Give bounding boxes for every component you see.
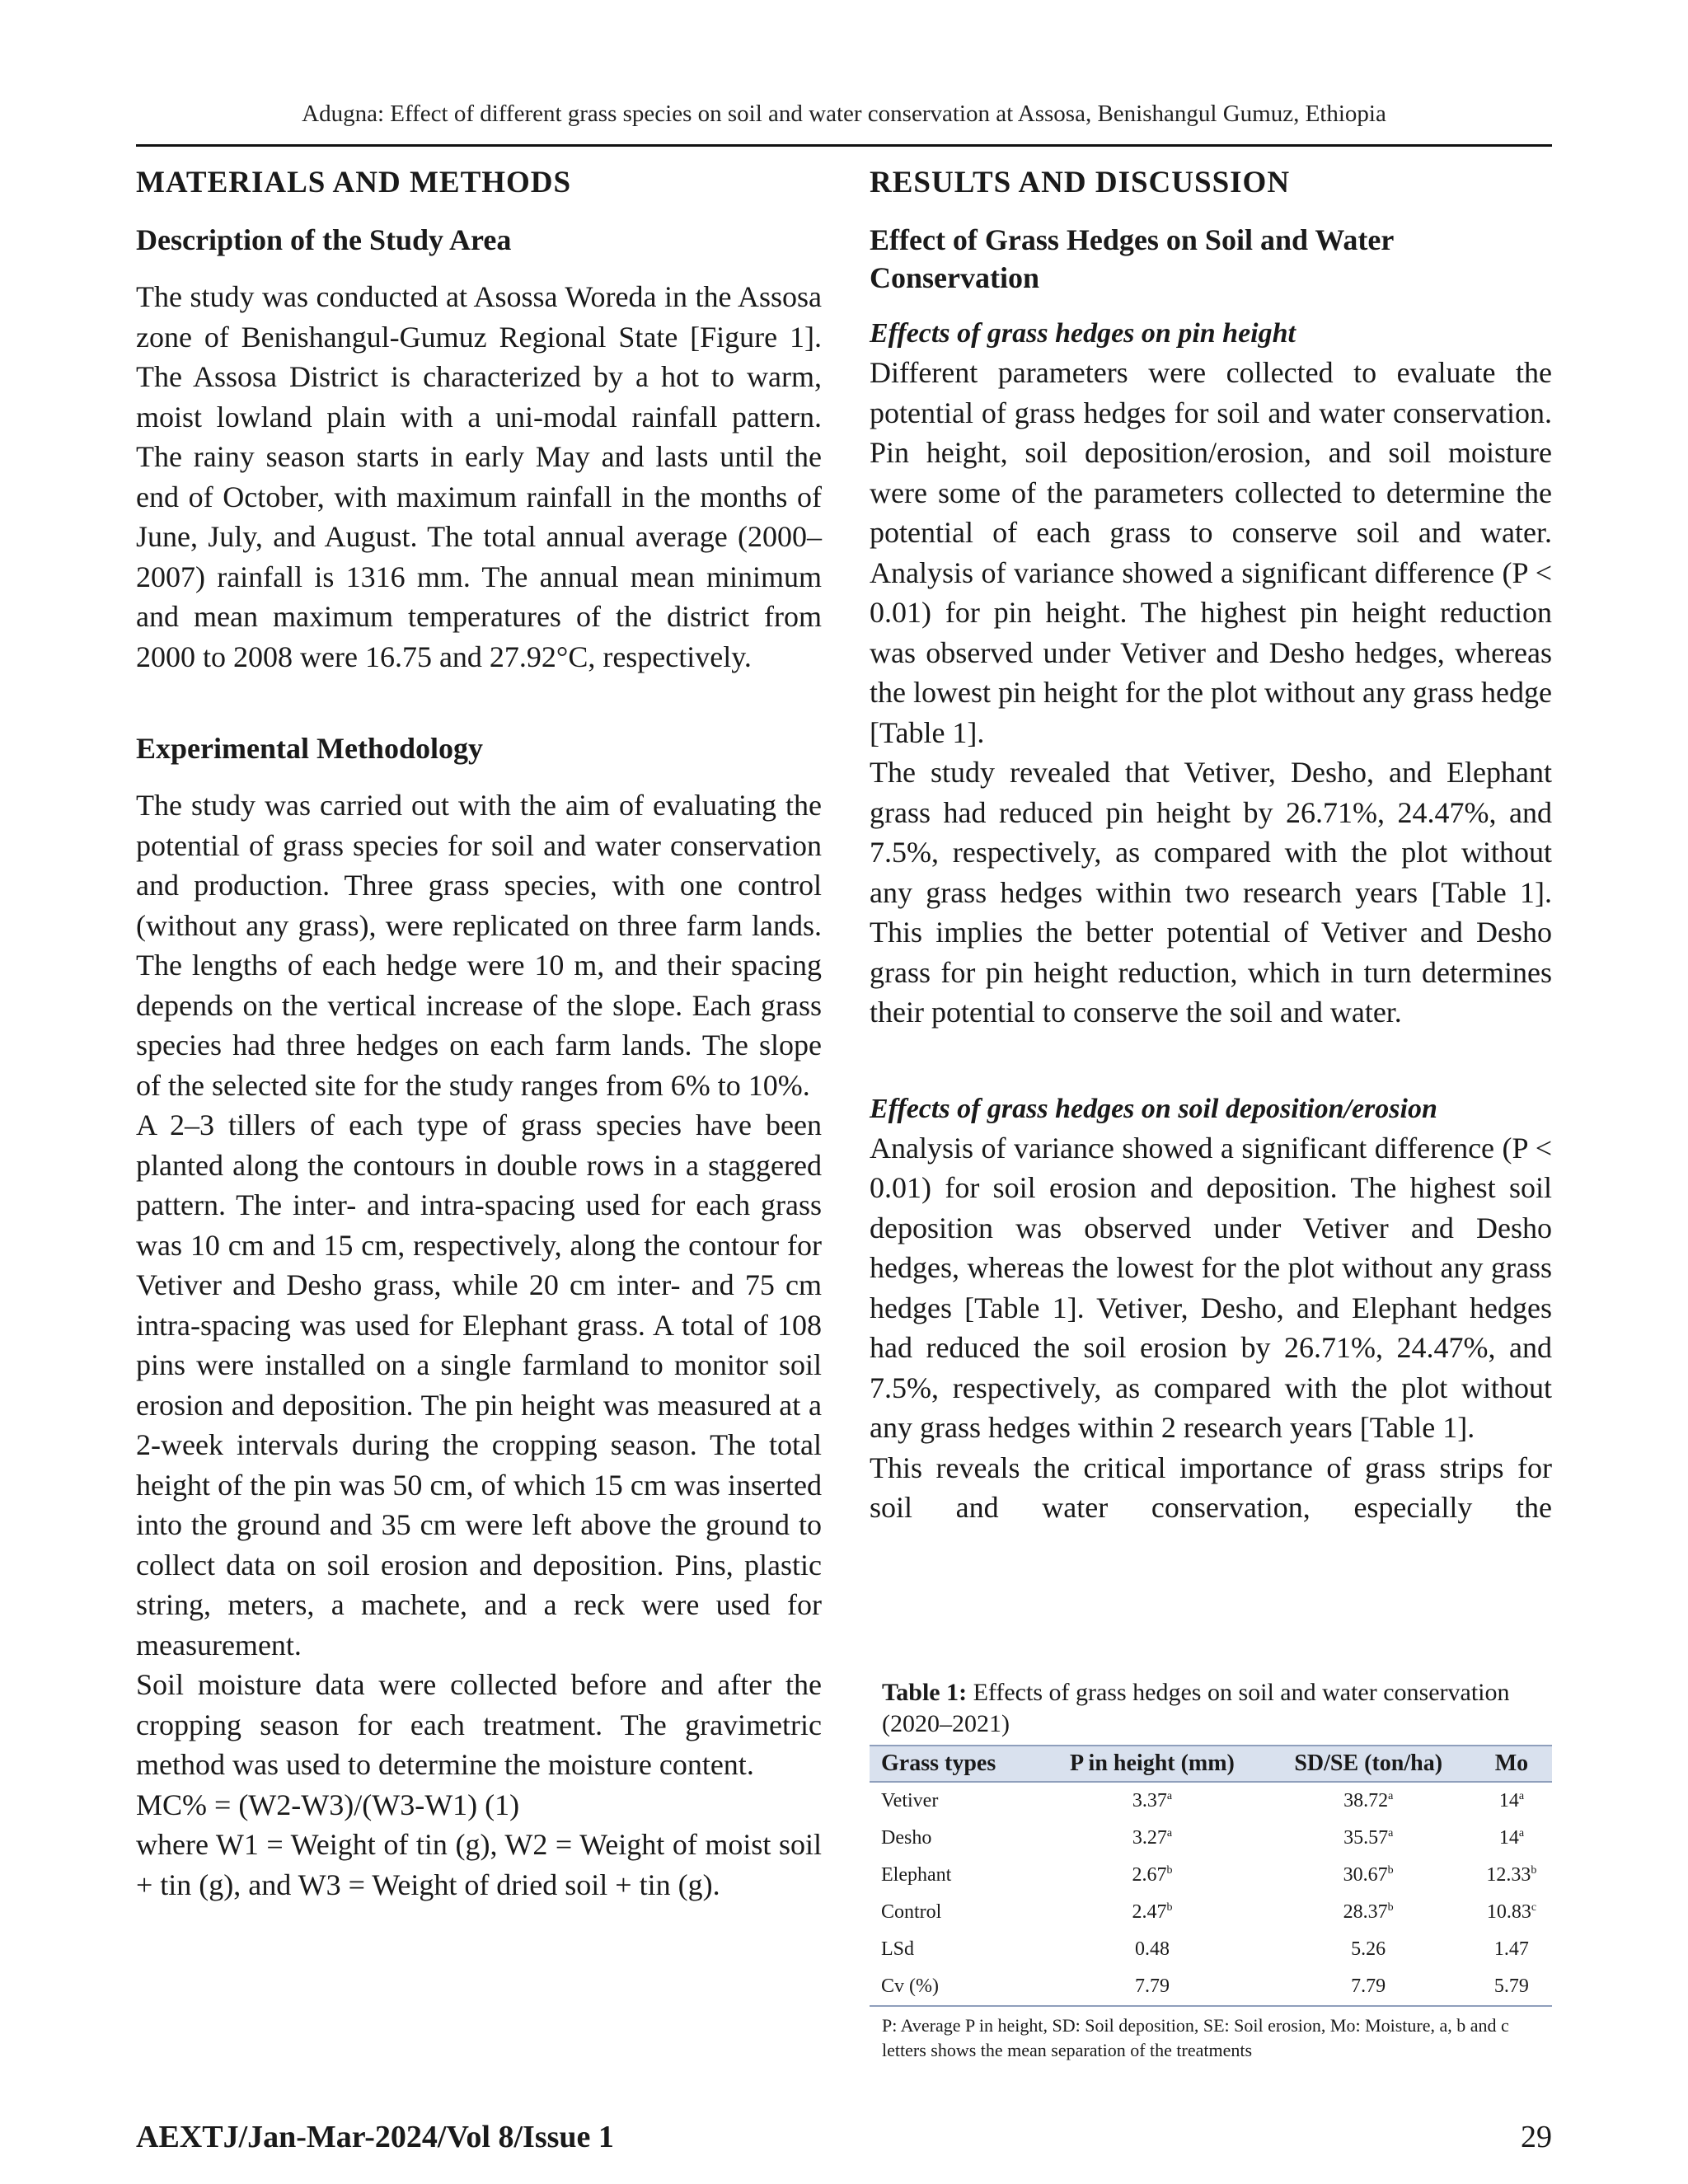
- table-cell-sd-se: 5.26: [1351, 1938, 1386, 1960]
- data-table: [870, 1745, 1552, 2007]
- table-header-cell: P in height (mm): [1039, 1746, 1265, 1782]
- page-number: 29: [1521, 2120, 1552, 2154]
- table-header-cell: SD/SE (ton/ha): [1265, 1746, 1470, 1782]
- table-cell-grass-type: Cv (%): [870, 1968, 1039, 2006]
- table-1: [870, 1677, 1552, 2063]
- table-cell-grass-type: LSd: [881, 1938, 915, 1960]
- table-cell-grass-type: Vetiver: [881, 1790, 939, 1811]
- subsection-title-study-area: Description of the Study Area: [136, 223, 512, 256]
- table-footnote: P: Average P in height, SD: Soil deposition, SE: Soil erosion, Mo: Moisture, a, b and c letters shows the mean separation of the treatments: [882, 2015, 1509, 2060]
- table-row: [870, 1820, 1552, 1857]
- table-cell-sd-se: 30.67$^b$: [1343, 1864, 1394, 1886]
- table-cell-moisture: 12.33$^b$: [1486, 1864, 1537, 1886]
- paragraph-methodology-1: The study was carried out with the aim of evaluating the potential of grass species for soil and water conservation and production. Three grass species, with one control (without any grass), were replicated on three farm lands. The lengths of each hedge were 10 m, and their spacing depends on the vertical increase of the slope. Each grass species had three hedges on each farm lands. The slope of the selected site for the study ranges from 6% to 10%.: [136, 789, 822, 1102]
- table-caption: [870, 1677, 1552, 1740]
- table-cell-pin-height: 0.48: [1134, 1938, 1170, 1960]
- table-cell-grass-type: Elephant: [881, 1864, 952, 1886]
- formula-moisture-content: MC% = (W2-W3)/(W3-W1) (1): [136, 1788, 520, 1821]
- paragraph-soil-erosion-1: Analysis of variance showed a significant difference (P < 0.01) for soil erosion and deposition. The highest soil deposition was observed under Vetiver and Desho hedges, whereas the lowest for the plot without any grass hedges [Table 1]. Vetiver, Desho, and Elephant hedges had reduced the soil erosion by 26.71%, 24.47%, and 7.5%, respectively, as compared with the plot without any grass hedges within 2 research years [Table 1].: [870, 1131, 1552, 1444]
- table-row: [870, 1857, 1552, 1894]
- table-cell-moisture: 14$^a$: [1498, 1827, 1525, 1849]
- footer-journal-citation: AEXTJ/Jan-Mar-2024/Vol 8/Issue 1: [136, 2120, 614, 2154]
- subsection-title-grass-hedges: Effect of Grass Hedges on Soil and Water Conservation: [870, 223, 1394, 294]
- section-title-materials-methods: MATERIALS AND METHODS: [136, 166, 572, 199]
- table-cell-sd-se: 38.72$^a$: [1343, 1790, 1394, 1811]
- table-cell-sd-se: 7.79: [1265, 1968, 1470, 2006]
- paragraph-soil-erosion-2: This reveals the critical importance of grass strips for soil and water conservation, especially the: [870, 1451, 1552, 1524]
- table-cell-pin-height: 3.27$^a$: [1132, 1827, 1173, 1849]
- table-cell-sd-se: 35.57$^a$: [1343, 1827, 1394, 1849]
- table-row: [870, 1931, 1552, 1968]
- table-cell-pin-height: 3.37$^a$: [1132, 1790, 1173, 1811]
- table-cell-sd-se: 28.37$^b$: [1343, 1901, 1394, 1923]
- subsubsection-title-soil-erosion: Effects of grass hedges on soil deposition/erosion: [870, 1093, 1437, 1124]
- table-cell-pin-height: 2.47$^b$: [1132, 1901, 1173, 1923]
- paragraph-pin-height-1: Different parameters were collected to evaluate the potential of grass hedges for soil and water conservation. Pin height, soil deposition/erosion, and soil moisture were some of the parameters collected to determine the potential of each grass to conserve soil and water. Analysis of variance showed a significant difference (P < 0.01) for pin height. The highest pin height reduction was observed under Vetiver and Desho hedges, whereas the lowest pin height for the plot without any grass hedge [Table 1].: [870, 356, 1552, 749]
- table-row: [870, 1782, 1552, 1820]
- table-cell-moisture: 1.47: [1493, 1938, 1529, 1960]
- table-cell-moisture: 5.79: [1471, 1968, 1552, 2006]
- table-header-row: [870, 1746, 1552, 1782]
- table-cell-pin-height: 7.79: [1039, 1968, 1265, 2006]
- header-divider: [136, 144, 1552, 147]
- section-title-results-discussion: RESULTS AND DISCUSSION: [870, 166, 1291, 199]
- table-cell-pin-height: 2.67$^b$: [1132, 1864, 1173, 1886]
- table-cell-moisture: 10.83$^c$: [1486, 1901, 1537, 1923]
- table-caption-label: Table 1:: [882, 1679, 968, 1706]
- subsubsection-title-pin-height: Effects of grass hedges on pin height: [870, 318, 1296, 349]
- table-cell-grass-type: Control: [881, 1901, 942, 1923]
- formula-variables-note: where W1 = Weight of tin (g), W2 = Weight of moist soil + tin (g), and W3 = Weight of dried soil + tin (g).: [136, 1828, 822, 1901]
- right-column: [870, 157, 1552, 1528]
- subsection-title-methodology: Experimental Methodology: [136, 732, 483, 765]
- table-row: [870, 1894, 1552, 1931]
- table-row: [870, 1968, 1552, 2006]
- paragraph-study-area: The study was conducted at Asossa Woreda in the Assosa zone of Benishangul-Gumuz Regional State [Figure 1]. The Assosa District is characterized by a hot to warm, moist lowland plain with a uni-modal rainfall pattern. The rainy season starts in early May and lasts until the end of October, with maximum rainfall in the months of June, July, and August. The total annual average (2000–2007) rainfall is 1316 mm. The annual mean minimum and mean maximum temperatures of the district from 2000 to 2008 were 16.75 and 27.92°C, respectively.: [136, 280, 822, 673]
- table-header-cell: Grass types: [870, 1746, 1039, 1782]
- table-cell-moisture: 14$^a$: [1498, 1790, 1525, 1811]
- table-header-cell: Mo: [1471, 1746, 1552, 1782]
- table-cell-grass-type: Desho: [881, 1827, 932, 1849]
- table-caption-text: Effects of grass hedges on soil and water conservation (2020–2021): [882, 1679, 1510, 1737]
- left-column: [136, 157, 822, 1905]
- running-header: Adugna: Effect of different grass species on soil and water conservation at Assosa, Benishangul Gumuz, Ethiopia: [302, 101, 1386, 127]
- paragraph-methodology-2: A 2–3 tillers of each type of grass species have been planted along the contours in double rows in a staggered pattern. The inter- and intra-spacing used for each grass was 10 cm and 15 cm, respectively, along the contour for Vetiver and Desho grass, while 20 cm inter- and 75 cm intra-spacing was used for Elephant grass. A total of 108 pins were installed on a single farmland to monitor soil erosion and deposition. The pin height was measured at a 2-week intervals during the cropping season. The total height of the pin was 50 cm, of which 15 cm was inserted into the ground and 35 cm were left above the ground to collect data on soil erosion and deposition. Pins, plastic string, meters, a machete, and a reck were used for measurement.: [136, 1108, 822, 1661]
- paragraph-methodology-3: Soil moisture data were collected before and after the cropping season for each treatment. The gravimetric method was used to determine the moisture content.: [136, 1668, 822, 1781]
- paragraph-pin-height-2: The study revealed that Vetiver, Desho, and Elephant grass had reduced pin height by 26.71%, 24.47%, and 7.5%, respectively, as compared with the plot without any grass hedges within two research years [Table 1]. This implies the better potential of Vetiver and Desho grass for pin height reduction, which in turn determines their potential to conserve the soil and water.: [870, 756, 1552, 1029]
